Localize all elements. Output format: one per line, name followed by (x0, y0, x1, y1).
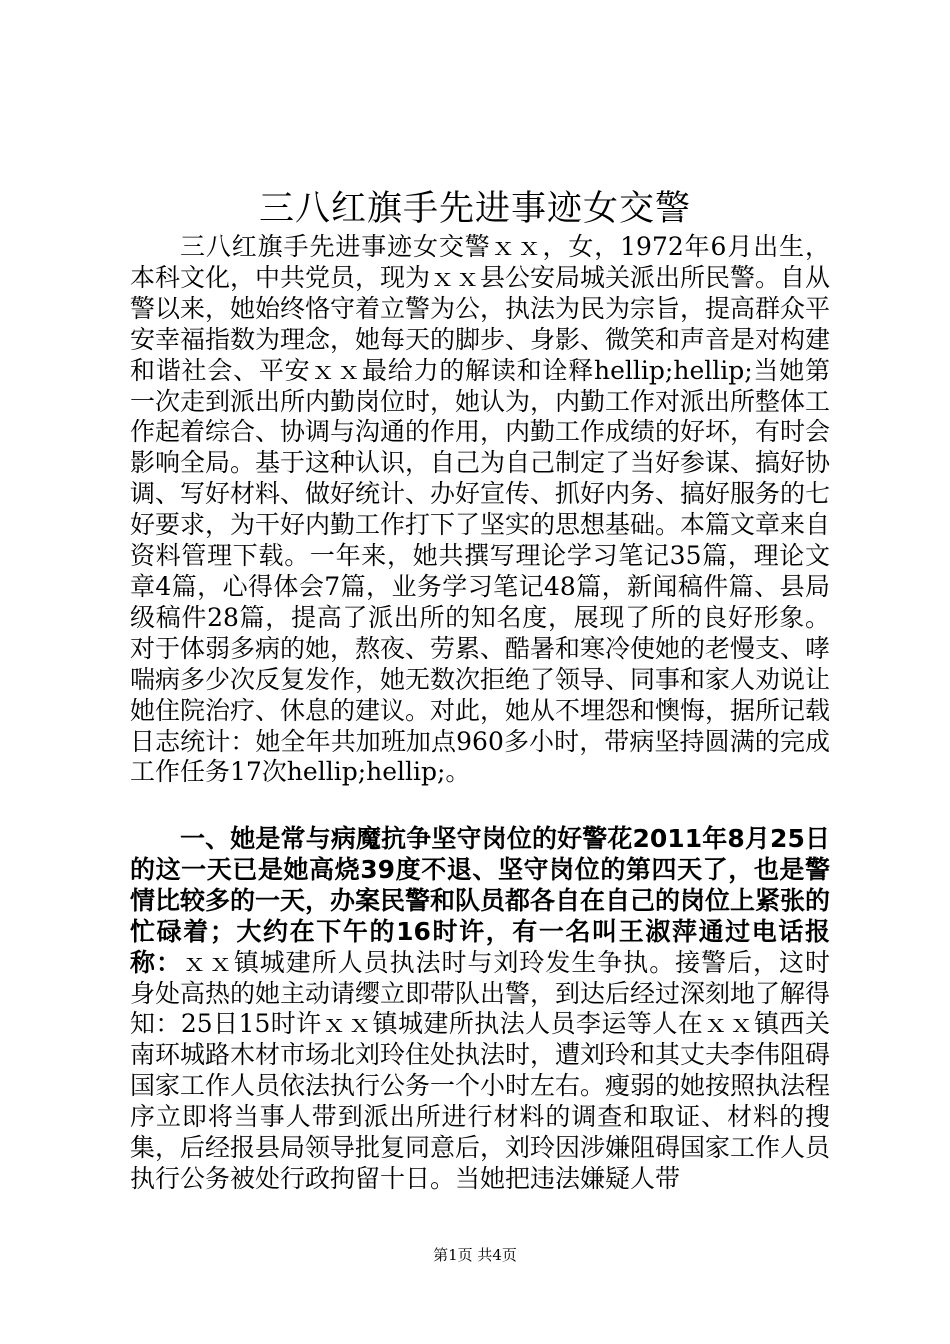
paragraph-section-one (130, 824, 830, 1195)
section-one-body-text: ｘｘ镇城建所人员执法时与刘玲发生争执。接警后，这时身处高热的她主动请缨立即带队出警，到达后经过深刻地了解得知：25日15时许ｘｘ镇城建所执法人员李运等人在ｘｘ镇西关南环城路木材市场北刘玲住处执法时，遭刘玲和其丈夫李伟阻碍国家工作人员依法执行公务一个小时左右。瘦弱的她按照执法程序立即将当事人带到派出所进行材料的调查和取证、材料的搜集，后经报县局领导批复同意后，刘玲因涉嫌阻碍国家工作人员执行公务被处行政拘留十日。当她把违法嫌疑人带 (130, 947, 831, 1193)
paragraph-intro: 三八红旗手先进事迹女交警ｘｘ，女，1972年6月出生，本科文化，中共党员，现为ｘｘ县公安局城关派出所民警。自从警以来，她始终恪守着立警为公，执法为民为宗旨，提高群众平安幸福指数为理念，她每天的脚步、身影、微笑和声音是对构建和谐社会、平安ｘｘ最给力的解读和诠释hellip;hellip;当她第一次走到派出所内勤岗位时，她认为，内勤工作对派出所整体工作起着综合、协调与沟通的作用，内勤工作成绩的好坏，有时会影响全局。基于这种认识，自己为自己制定了当好参谋、搞好协调、写好材料、做好统计、办好宣传、抓好内务、搞好服务的七好要求，为干好内勤工作打下了坚实的思想基础。本篇文章来自资料管理下载。一年来，她共撰写理论学习笔记35篇，理论文章4篇，心得体会7篇，业务学习笔记48篇，新闻稿件篇、县局级稿件28篇，提高了派出所的知名度，展现了所的良好形象。对于体弱多病的她，熬夜、劳累、酷暑和寒冷使她的老慢支、哮喘病多少次反复发作，她无数次拒绝了领导、同事和家人劝说让她住院治疗、休息的建议。对此，她从不埋怨和懊悔，据所记载日志统计：她全年共加班加点960多小时，带病坚持圆满的完成工作任务17次hellip;hellip;。 (130, 232, 831, 787)
section-one-heading-text: 一、她是常与病魔抗争坚守岗位的好警花2011年8月25日的这一天已是她高烧39度不退、坚守岗位的第四天了，也是警情比较多的一天，办案民警和队员都各自在自己的岗位上紧张的忙碌着；大约在下午的16时许，有一名叫王淑萍通过电话报称： (130, 824, 831, 977)
page-footer: 第1页 共4页 (433, 1246, 517, 1264)
document-title: 三八红旗手先进事迹女交警 (258, 189, 691, 229)
